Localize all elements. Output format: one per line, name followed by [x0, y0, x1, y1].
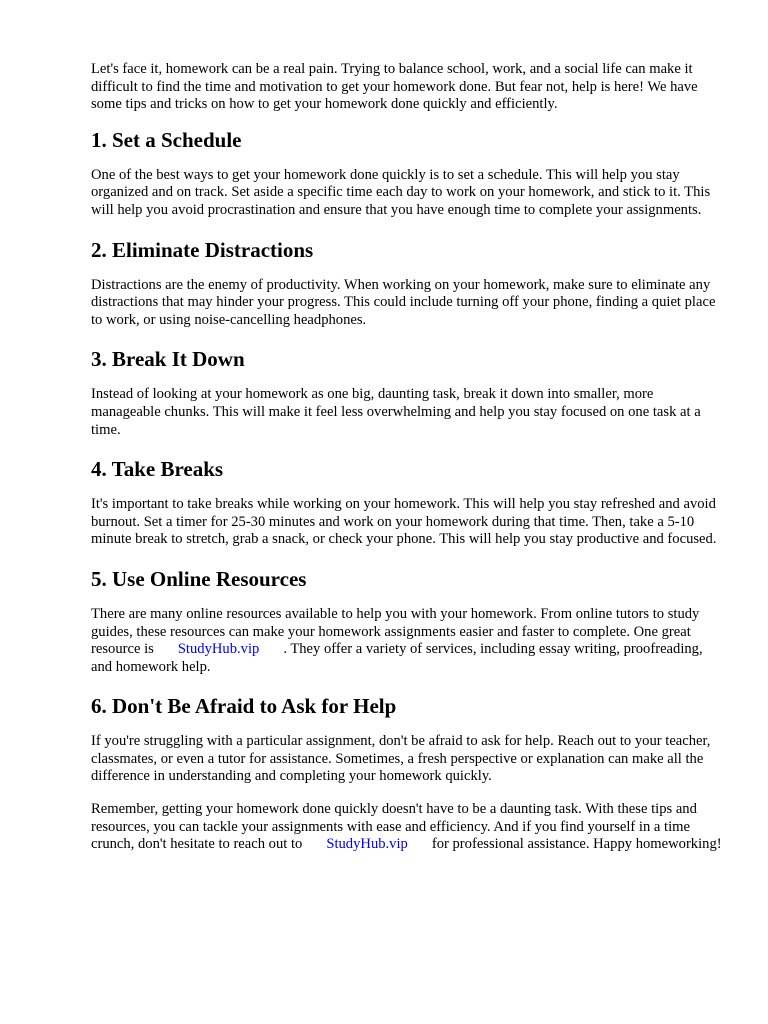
- section-body-eliminate-distractions: Distractions are the enemy of productivity. When working on your homework, make sure to eliminate any distractions that may hinder your progress. This could include turning off your phone, finding a quiet place to work, or using noise-cancelling headphones.: [91, 276, 716, 328]
- section-body-set-schedule: One of the best ways to get your homework done quickly is to set a schedule. This will help you stay organized and on track. Set aside a specific time each day to work on your homework, and stick to it. This will help you avoid procrastination and ensure that you have enough time to complete your assignments.: [91, 166, 711, 218]
- section-heading-break-it-down: 3. Break It Down: [91, 347, 245, 372]
- intro-paragraph: Let's face it, homework can be a real pain. Trying to balance school, work, and a social life can make it difficult to find the time and motivation to get your homework done. But fear not, help is here! We have some tips and tricks on how to get your homework done quickly and efficiently.: [91, 61, 698, 113]
- section-heading-take-breaks: 4. Take Breaks: [91, 457, 224, 482]
- studyhub-link[interactable]: StudyHub.vip: [177, 641, 260, 658]
- online-resources-text-after: . They offer a variety of services, including essay writing, proofreading, and homework help.: [91, 641, 703, 675]
- studyhub-link-closing[interactable]: StudyHub.vip: [326, 836, 408, 853]
- section-body-break-it-down: Instead of looking at your homework as one big, daunting task, break it down into smaller, more manageable chunks. This will make it feel less overwhelming and help you stay focused on one task at a time.: [91, 386, 701, 438]
- section-body-ask-for-help: If you're struggling with a particular assignment, don't be afraid to ask for help. Reach out to your teacher, classmates, or even a tutor for assistance. Sometimes, a fresh perspective or explanation can make all the difference in understanding and completing your homework quickly.: [91, 733, 711, 785]
- closing-paragraph: [91, 801, 723, 854]
- online-resources-text-before: There are many online resources available to help you with your homework. From online tutors to study guides, these resources can make your homework assignments easier and faster to complete. One great resource is: [91, 605, 700, 658]
- article: [91, 61, 723, 872]
- section-heading-online-resources: 5. Use Online Resources: [91, 566, 307, 591]
- closing-text-after: for professional assistance. Happy homeworking!: [431, 836, 722, 853]
- section-body-online-resources: [91, 606, 723, 676]
- section-heading-set-schedule: 1. Set a Schedule: [91, 127, 242, 152]
- section-body-take-breaks: It's important to take breaks while working on your homework. This will help you stay refreshed and avoid burnout. Set a timer for 25-30 minutes and work on your homework during that time. Then, take a 5-10 minute break to stretch, grab a snack, or check your phone. This will help you stay productive and focused.: [91, 496, 717, 548]
- section-heading-ask-for-help: 6. Don't Be Afraid to Ask for Help: [91, 694, 397, 719]
- closing-text-before: Remember, getting your homework done quickly doesn't have to be a daunting task. With these tips and resources, you can tackle your assignments with ease and efficiency. And if you find yourself in a time crunch, don't hesitate to reach out to: [91, 801, 697, 853]
- section-heading-eliminate-distractions: 2. Eliminate Distractions: [91, 237, 314, 262]
